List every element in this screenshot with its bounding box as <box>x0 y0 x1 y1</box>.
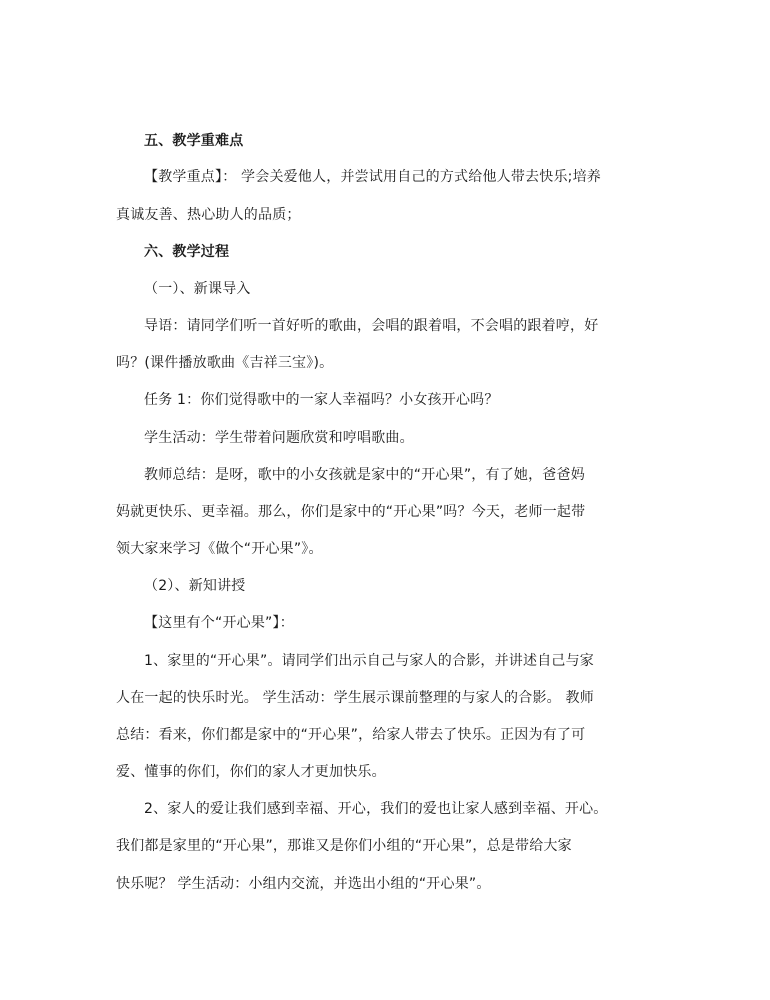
item-2-line-1: 2、家人的爱让我们感到幸福、开心，我们的爱也让家人感到幸福、开心。 <box>144 801 608 817</box>
teacher-summary-line-3: 领大家来学习《做个“开心果”》。 <box>116 541 323 557</box>
section-heading-5: 五、教学重难点 <box>144 133 244 149</box>
item-1-line-2: 人在一起的快乐时光。 学生活动：学生展示课前整理的与家人的合影。 教师 <box>116 690 594 706</box>
part-2-title: （2）、新知讲授 <box>144 578 246 594</box>
teacher-summary-line-1: 教师总结：是呀，歌中的小女孩就是家中的“开心果”，有了她，爸爸妈 <box>144 467 585 483</box>
part-1-title: （一）、新课导入 <box>144 281 251 297</box>
subtitle: 【这里有个“开心果”】： <box>144 615 294 631</box>
item-2-line-2: 我们都是家里的“开心果”，那谁又是你们小组的“开心果”，总是带给大家 <box>116 838 572 854</box>
item-1-line-3: 总结：看来，你们都是家中的“开心果”，给家人带去了快乐。正因为有了可 <box>116 727 586 743</box>
section-heading-6: 六、教学过程 <box>144 244 230 260</box>
task-1: 任务 1：你们觉得歌中的一家人幸福吗？小女孩开心吗？ <box>144 392 499 408</box>
intro-line-2: 吗？(课件播放歌曲《吉祥三宝》)。 <box>116 355 334 371</box>
item-1-line-1: 1、家里的“开心果”。请同学们出示自己与家人的合影，并讲述自己与家 <box>144 653 595 669</box>
student-activity-1: 学生活动：学生带着问题欣赏和哼唱歌曲。 <box>144 430 414 446</box>
key-point-line-2: 真诚友善、热心助人的品质； <box>116 207 301 223</box>
item-2-line-3: 快乐呢？ 学生活动：小组内交流，并选出小组的“开心果”。 <box>116 876 491 892</box>
item-1-line-4: 爱、懂事的你们，你们的家人才更加快乐。 <box>116 764 386 780</box>
key-point-line-1: 【教学重点】： 学会关爱他人，并尝试用自己的方式给他人带去快乐;培养 <box>144 169 601 185</box>
teacher-summary-line-2: 妈就更快乐、更幸福。那么，你们是家中的“开心果”吗？今天，老师一起带 <box>116 504 586 520</box>
intro-line-1: 导语：请同学们听一首好听的歌曲，会唱的跟着唱，不会唱的跟着哼，好 <box>144 318 599 334</box>
